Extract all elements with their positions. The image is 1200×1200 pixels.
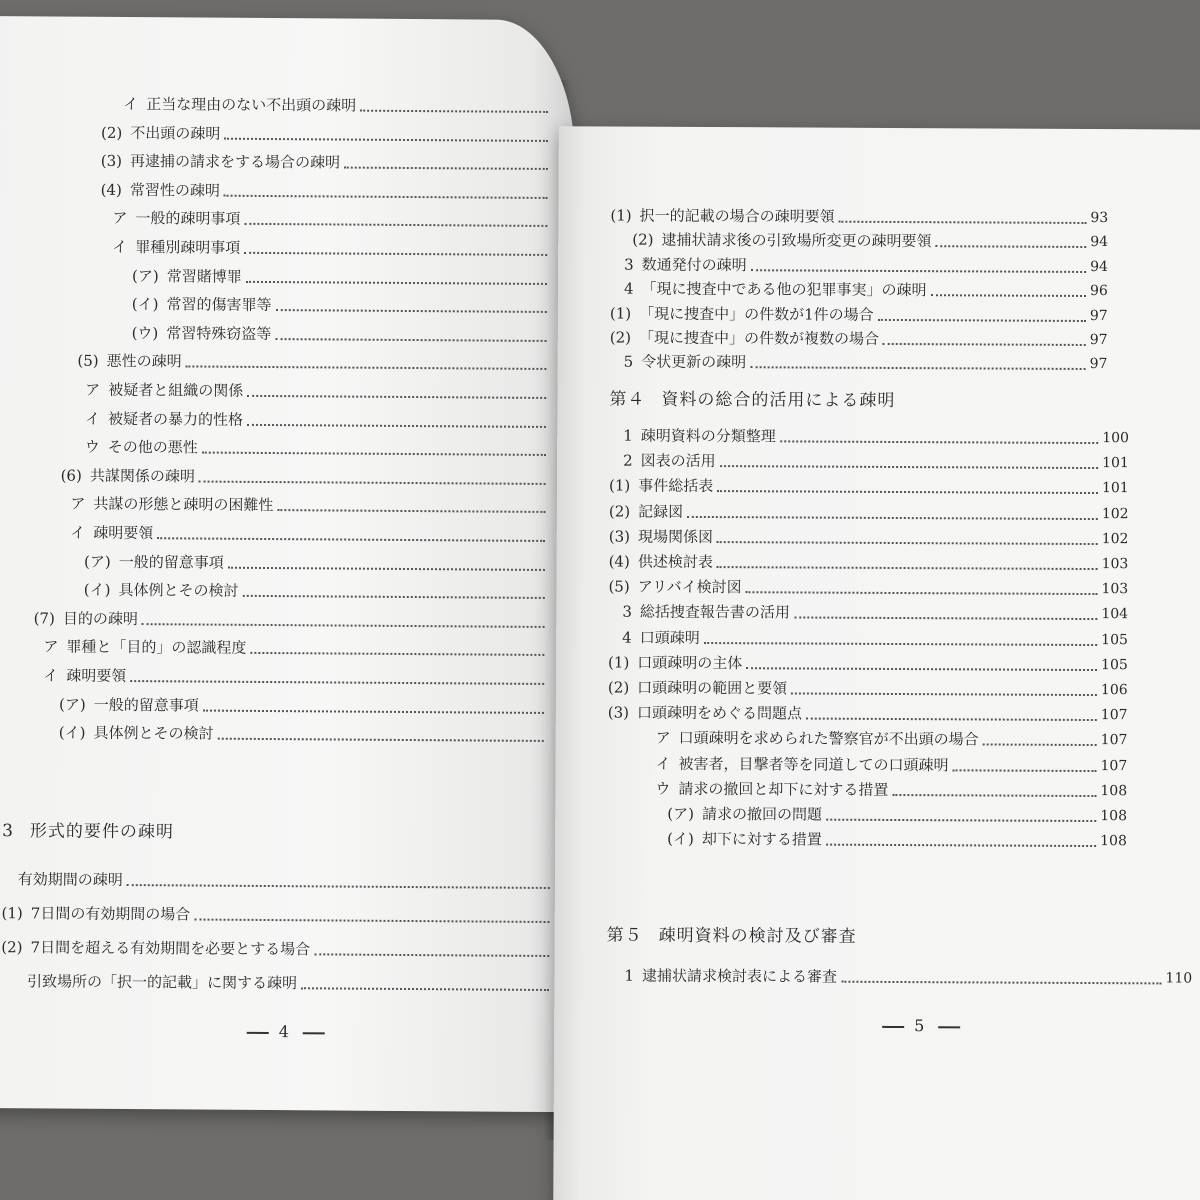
toc-leader-dots <box>157 537 545 542</box>
toc-entry-title: 目的の疎明 <box>62 609 138 628</box>
toc-leader-dots <box>838 221 1086 224</box>
toc-entry-number: (4) <box>608 552 630 571</box>
toc-entry-title: 数通発付の疎明 <box>641 255 747 275</box>
toc-entry-number: (5) <box>608 577 630 596</box>
toc-entry-number: (7) <box>33 609 55 628</box>
toc-entry <box>610 206 1109 227</box>
toc-leader-dots <box>244 223 547 227</box>
toc-entry <box>59 697 199 713</box>
toc-entry-page: 107 <box>1100 707 1128 724</box>
toc-entry-number: ア <box>112 209 128 228</box>
toc-entry-title: 却下に対する措置 <box>701 830 822 849</box>
toc-entry-number: (2) <box>632 231 654 250</box>
toc-entry <box>608 552 1129 573</box>
toc-entry-number: (3) <box>100 152 123 171</box>
toc-entry <box>608 527 1129 548</box>
toc-entry <box>622 628 1128 648</box>
toc-entry-page: 107 <box>1100 757 1128 774</box>
toc-entry-number: (2) <box>607 678 630 697</box>
toc-leader-dots <box>983 744 1097 747</box>
toc-entry <box>609 304 1108 324</box>
toc-entry <box>131 323 272 343</box>
toc-entry-page: 101 <box>1101 480 1129 497</box>
toc-leader-dots <box>224 194 548 198</box>
toc-entry-title: 「現に捜査中」の件数が1件の場合 <box>639 304 874 324</box>
toc-entry-title: 罪種と「目的」の認識程度 <box>66 637 247 658</box>
toc-leader-dots <box>344 167 548 170</box>
toc-leader-dots <box>301 987 549 991</box>
toc-entry <box>43 668 126 684</box>
chapter-heading-4 <box>609 384 895 410</box>
toc-leader-dots <box>244 252 547 256</box>
toc-entry <box>624 966 1193 987</box>
toc-entry <box>667 804 1128 825</box>
toc-entry-page: 94 <box>1090 258 1109 275</box>
toc-entry-number: (3) <box>608 527 631 546</box>
toc-leader-dots <box>878 318 1086 321</box>
chapter-title: 資料の総合的活用による疎明 <box>661 389 896 411</box>
toc-entry <box>100 180 220 200</box>
toc-entry-page: 108 <box>1100 808 1128 825</box>
toc-entry-title: 「現に捜査中」の件数が複数の場合 <box>638 328 880 348</box>
toc-entry-number: (ウ) <box>131 323 159 343</box>
toc-entry <box>112 237 241 257</box>
toc-entry-title: 疎明要領 <box>93 523 154 543</box>
toc-entry-title: 一般的留意事項 <box>93 695 199 715</box>
toc-entry-title: 一般的留意事項 <box>118 552 224 572</box>
toc-entry-number: 1 <box>623 426 633 445</box>
toc-entry-title: 事件総括表 <box>638 477 714 496</box>
toc-entry <box>622 602 1129 623</box>
toc-entry-title: 正当な理由のない不出頭の疎明 <box>146 95 357 115</box>
toc-entry-number: 2 <box>623 451 633 470</box>
section-heading-3 <box>2 816 174 842</box>
toc-entry-title: 被疑者の暴力的性格 <box>107 409 244 429</box>
toc-leader-dots <box>314 953 549 957</box>
toc-entry-number: (2) <box>1 938 23 957</box>
toc-leader-dots <box>202 452 546 456</box>
toc-entry <box>132 297 272 313</box>
toc-entry <box>123 94 357 115</box>
toc-entry-number: イ <box>84 409 101 428</box>
toc-entry <box>43 637 247 658</box>
toc-entry-page: 100 <box>1102 430 1130 447</box>
toc-entry <box>77 354 181 370</box>
toc-leader-dots <box>717 566 1098 570</box>
toc-entry-page: 108 <box>1100 782 1128 800</box>
toc-entry <box>608 476 1129 497</box>
toc-leader-dots <box>277 509 545 513</box>
page-number-left: 4 <box>237 1022 335 1042</box>
toc-leader-dots <box>806 718 1097 722</box>
toc-leader-dots <box>127 884 550 889</box>
toc-entry <box>70 497 273 513</box>
toc-entry <box>1 940 310 957</box>
toc-entry <box>623 451 1129 472</box>
toc-leader-dots <box>203 709 544 713</box>
toc-entry-number: (2) <box>609 328 632 347</box>
toc-entry-number: ア <box>655 729 671 748</box>
toc-entry-number: (ア) <box>83 552 111 571</box>
toc-entry-title: 「現に捜査中である他の犯罪事実」の疎明 <box>641 279 927 300</box>
toc-entry-number: ウ <box>84 437 100 457</box>
toc-entry <box>607 678 1128 699</box>
toc-leader-dots <box>687 515 1098 519</box>
toc-entry-page: 103 <box>1101 556 1129 573</box>
toc-entry-page: 102 <box>1101 505 1129 522</box>
toc-entry-page: 97 <box>1089 356 1108 373</box>
toc-entry-number: 3 <box>624 255 634 274</box>
toc-leader-dots <box>745 591 1097 595</box>
toc-entry <box>608 653 1128 674</box>
toc-leader-dots <box>247 423 546 427</box>
toc-leader-dots <box>826 819 1096 822</box>
toc-entry-page: 103 <box>1101 581 1129 598</box>
toc-leader-dots <box>931 294 1086 297</box>
toc-entry-number: (1) <box>1 904 23 923</box>
toc-leader-dots <box>224 137 548 141</box>
toc-leader-dots <box>195 919 550 923</box>
toc-entry-page: 102 <box>1101 530 1129 548</box>
toc-entry-number: (ア) <box>667 804 695 823</box>
toc-entry <box>655 779 1128 800</box>
toc-entry <box>112 211 240 227</box>
toc-entry-title: 択一的記載の場合の疎明要領 <box>639 206 835 226</box>
toc-entry-page: 105 <box>1101 656 1128 674</box>
toc-entry-title: 口頭疎明 <box>639 628 700 647</box>
toc-entry <box>10 872 123 888</box>
toc-entry-number: ア <box>85 380 101 399</box>
toc-entry-number: (1) <box>609 304 632 323</box>
toc-leader-dots <box>883 343 1086 346</box>
toc-leader-dots <box>794 617 1097 621</box>
toc-leader-dots <box>841 981 1161 985</box>
toc-entry-title: 逮捕状請求後の引致場所変更の疎明要領 <box>661 231 932 251</box>
toc-entry-title: 令状更新の疎明 <box>641 353 747 372</box>
toc-entry-title: 疎明要領 <box>66 666 127 686</box>
toc-entry-page: 97 <box>1089 332 1108 349</box>
toc-entry-number: 5 <box>623 352 634 372</box>
toc-leader-dots <box>276 338 547 342</box>
toc-leader-dots <box>130 680 544 685</box>
toc-entry <box>623 426 1130 447</box>
toc-leader-dots <box>826 844 1096 847</box>
toc-entry <box>85 380 244 400</box>
toc-entry-title: 常習賭博罪 <box>166 266 242 286</box>
toc-leader-dots <box>746 667 1097 671</box>
toc-entry <box>607 703 1128 724</box>
chapter-title: 疎明資料の検討及び審査 <box>658 925 857 947</box>
toc-entry-number: (2) <box>100 123 123 142</box>
toc-entry-title: 常習特殊窃盗等 <box>166 324 272 343</box>
toc-entry-title: 口頭疎明をめぐる問題点 <box>637 703 803 723</box>
toc-entry <box>61 468 195 484</box>
toc-entry-title: 再逮捕の請求をする場合の疎明 <box>129 152 341 172</box>
toc-entry <box>84 437 198 457</box>
toc-entry <box>623 352 1108 373</box>
toc-leader-dots <box>720 465 1098 469</box>
toc-entry-number: (1) <box>608 653 630 672</box>
toc-entry <box>608 502 1129 522</box>
toc-leader-dots <box>218 738 544 742</box>
toc-entry-number: (2) <box>608 502 631 521</box>
toc-entry-title: 不出頭の疎明 <box>130 123 221 143</box>
toc-entry <box>608 577 1129 598</box>
toc-entry-number: 4 <box>623 279 634 298</box>
toc-entry-number: (ア) <box>58 695 86 714</box>
toc-leader-dots <box>892 794 1096 797</box>
section-title: 形式的要件の疎明 <box>29 821 175 843</box>
toc-entry-number: (5) <box>77 352 99 371</box>
toc-leader-dots <box>717 541 1098 545</box>
toc-entry-number: (3) <box>607 703 630 722</box>
toc-entry <box>609 328 1108 349</box>
right-toc-list-3 <box>559 126 1200 373</box>
toc-entry-title: 具体例とその検討 <box>93 723 214 743</box>
toc-leader-dots <box>953 769 1097 772</box>
toc-entry-title: 有効期間の疎明 <box>17 870 123 890</box>
toc-entry <box>70 523 154 543</box>
toc-leader-dots <box>780 440 1098 444</box>
toc-entry-title: 被疑者と組織の関係 <box>108 380 244 400</box>
toc-entry-title: 7日間の有効期間の場合 <box>30 904 191 924</box>
toc-entry-title: 記録図 <box>638 502 684 521</box>
toc-entry-title: 口頭疎明の主体 <box>637 653 743 672</box>
toc-entry-title: 被害者，目撃者等を同道しての口頭疎明 <box>678 754 949 774</box>
toc-entry-title: 7日間を超える有効期間を必要とする場合 <box>30 938 311 959</box>
toc-leader-dots <box>247 395 546 399</box>
toc-entry-title: 共謀の形態と疎明の困難性 <box>93 495 274 515</box>
toc-entry-title: 口頭疎明の範囲と要領 <box>637 678 788 698</box>
toc-entry-number: (1) <box>610 206 632 225</box>
toc-leader-dots <box>185 366 546 371</box>
toc-entry <box>2 906 191 922</box>
toc-entry-title: 疎明資料の分類整理 <box>640 426 776 446</box>
toc-entry-title: 現場関係図 <box>637 527 714 546</box>
toc-entry <box>655 729 1128 749</box>
toc-leader-dots <box>791 692 1097 696</box>
toc-entry-title: アリバイ検討図 <box>637 577 742 597</box>
toc-entry-page: 93 <box>1090 210 1109 227</box>
toc-entry <box>655 754 1128 774</box>
toc-entry-number: イ <box>112 237 128 257</box>
toc-entry-number: (イ) <box>58 723 86 742</box>
toc-entry-number: 3 <box>622 602 632 622</box>
chapter-heading-5 <box>607 920 857 946</box>
toc-leader-dots <box>751 269 1086 273</box>
toc-entry-number: (イ) <box>131 295 159 314</box>
toc-entry-title: 引致場所の「択一的記載」に関する疎明 <box>27 972 298 993</box>
toc-entry <box>632 231 1109 251</box>
toc-entry-number: イ <box>43 666 59 685</box>
toc-entry-title: 図表の活用 <box>640 451 716 471</box>
toc-entry-page: 94 <box>1090 234 1109 251</box>
toc-entry-number: ア <box>70 495 86 514</box>
toc-entry-page: 96 <box>1089 283 1108 300</box>
toc-leader-dots <box>142 623 545 628</box>
toc-entry-page: 106 <box>1100 682 1128 699</box>
toc-entry <box>101 154 340 171</box>
toc-entry-number: 4 <box>622 628 632 647</box>
toc-entry-number: イ <box>655 754 671 773</box>
toc-entry-number: (イ) <box>83 580 111 600</box>
toc-entry-number: ウ <box>655 779 671 798</box>
toc-entry <box>101 125 220 141</box>
toc-entry-page: 110 <box>1165 970 1193 987</box>
toc-entry-title: 供述検討表 <box>637 552 713 572</box>
toc-leader-dots <box>250 652 544 656</box>
toc-entry-number: (6) <box>60 466 82 485</box>
toc-entry-title: 罪種別疎明事項 <box>135 238 241 257</box>
toc-entry <box>667 829 1127 850</box>
chapter-number: 第４ <box>609 389 646 410</box>
toc-entry <box>34 611 138 627</box>
page-number-right: 5 <box>872 1016 970 1036</box>
toc-entry-number: 1 <box>624 966 635 985</box>
toc-leader-dots <box>246 280 547 284</box>
toc-entry-number: (1) <box>608 476 631 495</box>
toc-entry-title: 口頭疎明を求められた警察官が不出頭の場合 <box>678 729 979 749</box>
toc-leader-dots <box>228 566 545 570</box>
toc-entry-title: 常習性の疎明 <box>129 180 220 200</box>
toc-entry-page: 108 <box>1100 833 1127 850</box>
toc-entry-title: 共謀関係の疎明 <box>89 466 195 486</box>
toc-entry <box>19 974 297 991</box>
left-page <box>0 16 576 1112</box>
section-number: 3 <box>2 821 15 842</box>
toc-leader-dots <box>717 490 1098 494</box>
toc-leader-dots <box>751 367 1086 371</box>
toc-entry-title: 一般的疎明事項 <box>135 209 241 229</box>
toc-leader-dots <box>935 246 1086 249</box>
toc-entry <box>85 411 243 427</box>
right-page <box>553 126 1200 1200</box>
toc-entry <box>623 279 1108 300</box>
toc-entry-number: (ア) <box>131 266 159 285</box>
toc-leader-dots <box>704 642 1097 646</box>
toc-entry <box>84 554 224 570</box>
toc-entry-page: 97 <box>1089 307 1108 324</box>
toc-entry-page: 104 <box>1101 606 1129 623</box>
toc-entry-title: 悪性の疎明 <box>106 352 182 371</box>
toc-entry <box>131 266 242 286</box>
toc-entry-title: 逮捕状請求検討表による審査 <box>641 966 838 986</box>
toc-leader-dots <box>243 595 545 599</box>
toc-entry-number: (4) <box>100 180 122 199</box>
toc-leader-dots <box>360 110 548 113</box>
toc-entry-title: 請求の撤回と却下に対する措置 <box>678 779 889 799</box>
toc-entry-number: (イ) <box>667 829 694 849</box>
chapter-number: 第５ <box>606 925 643 946</box>
toc-entry-title: その他の悪性 <box>107 438 198 457</box>
toc-entry <box>83 580 239 600</box>
toc-entry-title: 常習的傷害罪等 <box>166 295 272 315</box>
toc-entry <box>624 255 1109 275</box>
toc-entry-title: 総括捜査報告書の活用 <box>639 603 790 622</box>
toc-entry-number: イ <box>123 94 139 114</box>
toc-entry-page: 105 <box>1101 631 1128 648</box>
toc-entry-number: イ <box>70 523 86 542</box>
left-toc-list <box>0 16 576 743</box>
toc-entry-number: ア <box>43 637 59 656</box>
toc-entry <box>58 723 214 743</box>
toc-entry-title: 請求の撤回の問題 <box>701 804 823 824</box>
toc-leader-dots <box>199 480 546 484</box>
toc-entry-page: 101 <box>1102 455 1129 472</box>
toc-leader-dots <box>276 309 547 313</box>
toc-entry-title: 具体例とその検討 <box>118 581 239 600</box>
toc-entry-page: 107 <box>1100 732 1128 749</box>
